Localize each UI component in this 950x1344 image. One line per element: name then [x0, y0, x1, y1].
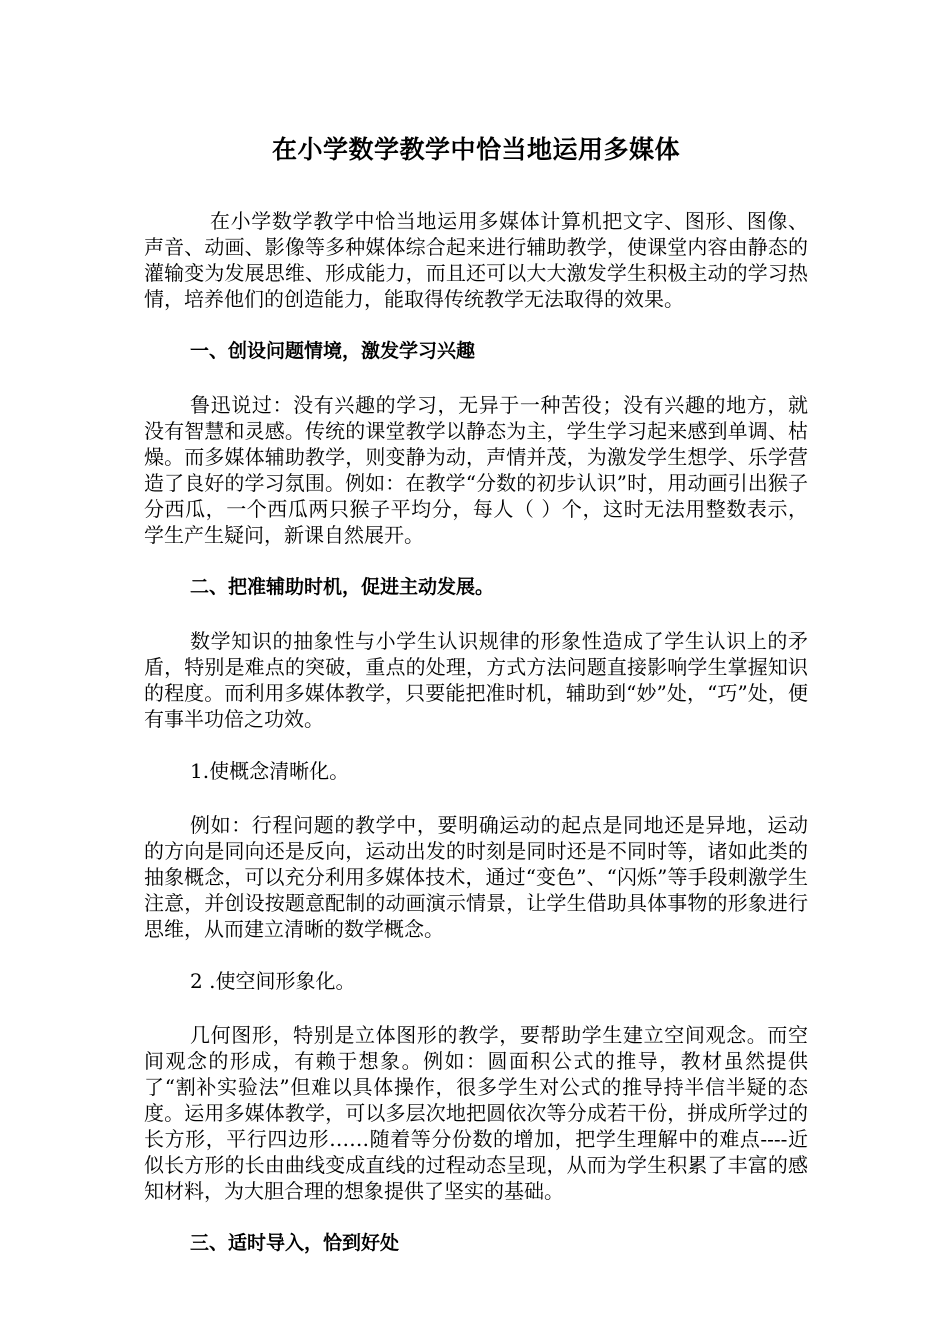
subsection-1-paragraph: 例如：行程问题的教学中，要明确运动的起点是同地还是异地，运动的方向是同向还是反向，运动出发的时刻是同时还是不同时等，诸如此类的抽象概念，可以充分利用多媒体技术，通过“变色”、“闪烁”等手段刺激学生注意，并创设按题意配制的动画演示情景，让学生借助具体事物的形象进行思维，从而建立清晰的数学概念。	[144, 813, 808, 941]
subsection-2-paragraph: 几何图形，特别是立体图形的教学，要帮助学生建立空间观念。而空间观念的形成，有赖于想象。例如：圆面积公式的推导，教材虽然提供了“割补实验法”但难以具体操作，很多学生对公式的推导持半信半疑的态度。运用多媒体教学，可以多层次地把圆依次等分成若干份，拼成所学过的长方形，平行四边形……随着等分份数的增加，把学生理解中的难点----近似长方形的长由曲线变成直线的过程动态呈现，从而为学生积累了丰富的感知材料，为大胆合理的想象提供了坚实的基础。	[144, 1023, 808, 1203]
intro-paragraph: 在小学数学教学中恰当地运用多媒体计算机把文字、图形、图像、声音、动画、影像等多种媒体综合起来进行辅助教学，使课堂内容由静态的灌输变为发展思维、形成能力，而且还可以大大激发学生积极主动的学习热情，培养他们的创造能力，能取得传统教学无法取得的效果。	[144, 209, 808, 311]
section-3-heading: 三、适时导入，恰到好处	[190, 1232, 400, 1254]
document-title: 在小学数学教学中恰当地运用多媒体	[271, 135, 680, 164]
document-page	[144, 130, 808, 1284]
section-2-heading: 二、把准辅助时机，促进主动发展。	[190, 576, 495, 598]
section-1-heading: 一、创设问题情境，激发学习兴趣	[190, 340, 476, 362]
subsection-2-heading: 2 .使空间形象化。	[190, 969, 356, 993]
section-2-paragraph: 数学知识的抽象性与小学生认识规律的形象性造成了学生认识上的矛盾，特别是难点的突破，重点的处理，方式方法问题直接影响学生掌握知识的程度。而利用多媒体教学，只要能把准时机，辅助到“妙”处，“巧”处，便有事半功倍之功效。	[144, 629, 808, 731]
section-1-paragraph: 鲁迅说过：没有兴趣的学习，无异于一种苦役；没有兴趣的地方，就没有智慧和灵感。传统的课堂教学以静态为主，学生学习起来感到单调、枯燥。而多媒体辅助教学，则变静为动，声情并茂，为激发学生想学、乐学营造了良好的学习氛围。例如：在教学“分数的初步认识”时，用动画引出猴子分西瓜，一个西瓜两只猴子平均分，每人（ ）个，这时无法用整数表示，学生产生疑问，新课自然展开。	[144, 393, 808, 547]
subsection-1-heading: 1.使概念清晰化。	[190, 759, 350, 783]
